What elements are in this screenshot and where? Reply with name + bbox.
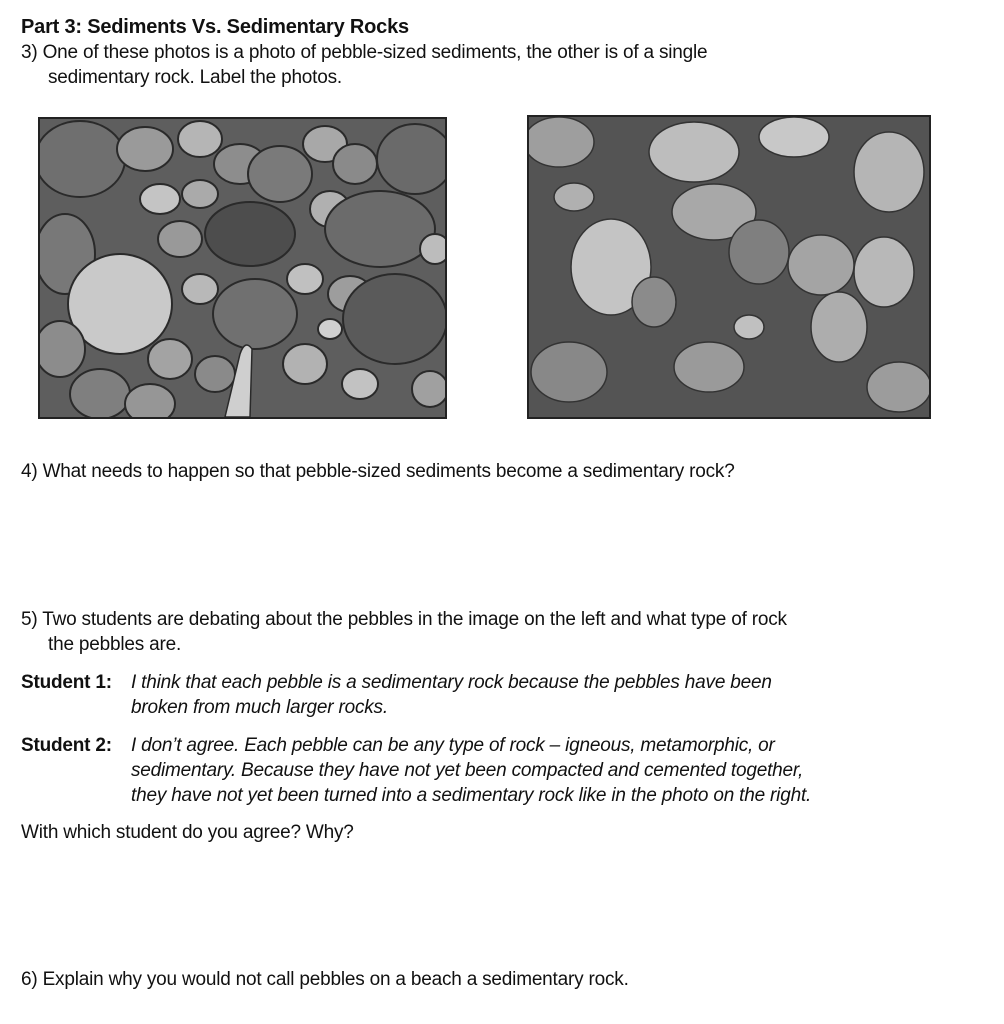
question-5-prompt: With which student do you agree? Why?	[21, 822, 354, 843]
student-2-line2: sedimentary. Because they have not yet been compacted and cemented together,	[131, 760, 804, 781]
student-2-statement	[21, 733, 961, 808]
student-2-label: Student 2:	[21, 735, 112, 756]
question-3-line2: sedimentary rock. Label the photos.	[48, 67, 343, 88]
student-2-line1: I don’t agree. Each pebble can be any type of rock – igneous, metamorphic, or	[131, 735, 775, 756]
part-title: Part 3: Sediments Vs. Sedimentary Rocks	[21, 16, 409, 38]
pebbles-photo-image	[40, 119, 445, 417]
question-3	[21, 40, 881, 90]
student-2-line3: they have not yet been turned into a sedimentary rock like in the photo on the right.	[131, 785, 812, 806]
sedimentary-rock-photo	[527, 115, 931, 419]
question-6: 6) Explain why you would not call pebbles on a beach a sedimentary rock.	[21, 969, 629, 990]
student-1-statement	[21, 670, 961, 720]
student-1-label: Student 1:	[21, 672, 112, 693]
question-4: 4) What needs to happen so that pebble-sized sediments become a sedimentary rock?	[21, 461, 735, 482]
sedimentary-rock-photo-image	[529, 117, 929, 417]
question-5-line1: 5) Two students are debating about the pebbles in the image on the left and what type of rock	[21, 609, 787, 630]
student-1-line1: I think that each pebble is a sedimentary rock because the pebbles have been	[131, 672, 772, 693]
pebbles-photo	[38, 117, 447, 419]
question-5	[21, 607, 951, 657]
student-1-line2: broken from much larger rocks.	[131, 697, 388, 718]
question-3-line1: 3) One of these photos is a photo of pebble-sized sediments, the other is of a single	[21, 42, 708, 63]
question-5-line2: the pebbles are.	[48, 634, 182, 655]
